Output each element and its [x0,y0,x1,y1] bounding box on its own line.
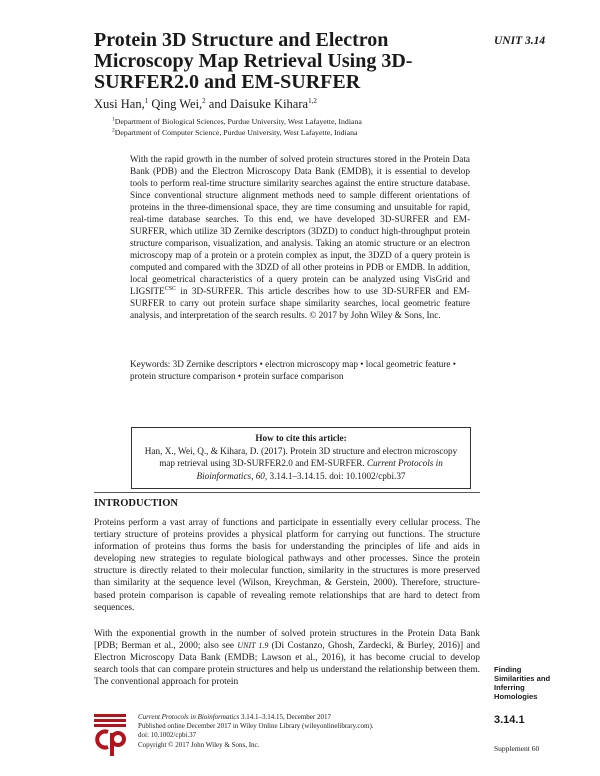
citation-journal: Current Protocols in Bioinformatics, 60, [196,458,443,481]
affiliation-marker: 1 [112,116,115,123]
affiliation-text: Department of Computer Science, Purdue University, West Lafayette, Indiana [114,128,358,137]
footer-journal-line [138,713,374,722]
body-paragraph: Proteins perform a vast array of functions and participate in essentially every cellular process. The tertiary structure of proteins provides a physical platform for carrying out functions. The structure information of proteins thus forms the basis for understanding the principles of life and aids in developing new strategies to regulate biological pathways and other processes. Since the protein structure is directly related to their molecular function, similarity in the structures is more preserved than similarity at the sequence level (Wilson, Kreychman, & Gerstein, 2000). Therefore, structure-based protein comparison is capable of revealing remote relationships that are hard to detect from sequences. [94,518,480,613]
affiliation-text: Department of Biological Sciences, Purdue University, West Lafayette, Indiana [114,117,362,126]
author-name: and Daisuke Kihara [208,97,309,111]
page-number: 3.14.1 [494,714,525,726]
publisher-logo-icon [94,714,126,756]
keywords: Keywords: 3D Zernike descriptors • electron microscopy map • local geometric feature • protein structure comparison • protein surface comparison [130,359,456,381]
affiliations [112,116,362,138]
author-affil-marker: 1 [144,96,149,105]
unit-label: UNIT 3.14 [494,35,546,47]
affiliation-line [112,127,362,138]
footer-copyright: Copyright © 2017 John Wiley & Sons, Inc. [138,740,260,749]
abstract-superscript: CSC [164,285,177,292]
footer-pages: 3.14.1–3.14.15, December 2017 [239,713,331,721]
section-heading-introduction: INTRODUCTION [94,498,179,509]
page-footer [138,713,374,750]
paragraph-text: With the exponential growth in the number of solved protein structures in the Protein Data Bank [PDB; Berman et al., 2000; also see [94,629,480,652]
abstract-text: With the rapid growth in the number of solved protein structures stored in the Protein Data Bank (PDB) and the Electron Microscopy Data Bank (EMDB), it is essential to develop tools to perform real-time structure similarity searches against the entire structure database. Since conventional structure alignment methods need to sample different orientations of proteins in the three-dimensional space, they are time consuming and unsuitable for rapid, real-time database searches. To this end, we have developed 3D-SURFER and EM-SURFER, which utilize 3D Zernike descriptors (3DZD) to conduct high-throughput protein structure comparison, visualization, and analysis. Taking an atomic structure or an electron microscopy map of a protein or a protein complex as input, the 3DZD of a query protein is computed and compared with the 3DZD of all other proteins in PDB or EMDB. In addition, local geometrical characteristics of a query protein can be analyzed using VisGrid and LIGSITE [130,154,470,296]
section-side-label: Finding Similarities and Inferring Homologies [494,665,551,701]
author-affil-marker: 1,2 [308,96,317,105]
affiliation-line [112,116,362,127]
citation-pages-doi: 3.14.1–3.14.15. doi: 10.1002/cpbi.37 [269,470,406,481]
footer-doi: doi: 10.1002/cpbi.37 [138,731,197,740]
abstract-text-continued: in 3D-SURFER. This article describes how to use 3D-SURFER and EM-SURFER to carry out protein surface shape similarity searches, local geometric feature analysis, and interpretation of the search results. © 2017 by John Wiley & Sons, Inc. [130,286,470,320]
footer-journal: Current Protocols in Bioinformatics [138,713,240,721]
author-name: Qing Wei, [151,97,203,111]
section-divider [94,492,480,493]
author-affil-marker: 2 [202,96,206,105]
affiliation-marker: 2 [112,127,115,134]
citation-box [131,427,471,489]
abstract [130,153,470,321]
footer-published-line: Published online December 2017 in Wiley Online Library (wileyonlinelibrary.com). [138,722,374,731]
supplement-label: Supplement 60 [494,744,540,753]
citation-heading: How to cite this article: [255,433,347,443]
body-paragraph [94,628,480,688]
citation-text: Han, X., Wei, Q., & Kihara, D. (2017). Protein 3D structure and electron microscopy map retrieval using 3D-SURFER2.0 and EM-SURFER. [144,445,458,468]
article-title: Protein 3D Structure and Electron Microscopy Map Retrieval Using 3D-SURFER2.0 and EM-SURFER [94,29,413,93]
author-name: Xusi Han, [94,97,145,111]
paragraph-text-continued: (Di Costanzo, Ghosh, Zardecki, & Burley, 2016)] and Electron Microscopy Data Bank (EMDB; Lawson et al., 2016), it has become crucial to develop search tools that can compare protein structures and help us understand the relationship between them. The conventional approach for protein [94,641,480,688]
unit-reference: UNIT 1.9 [237,641,269,651]
author-list [94,97,317,112]
